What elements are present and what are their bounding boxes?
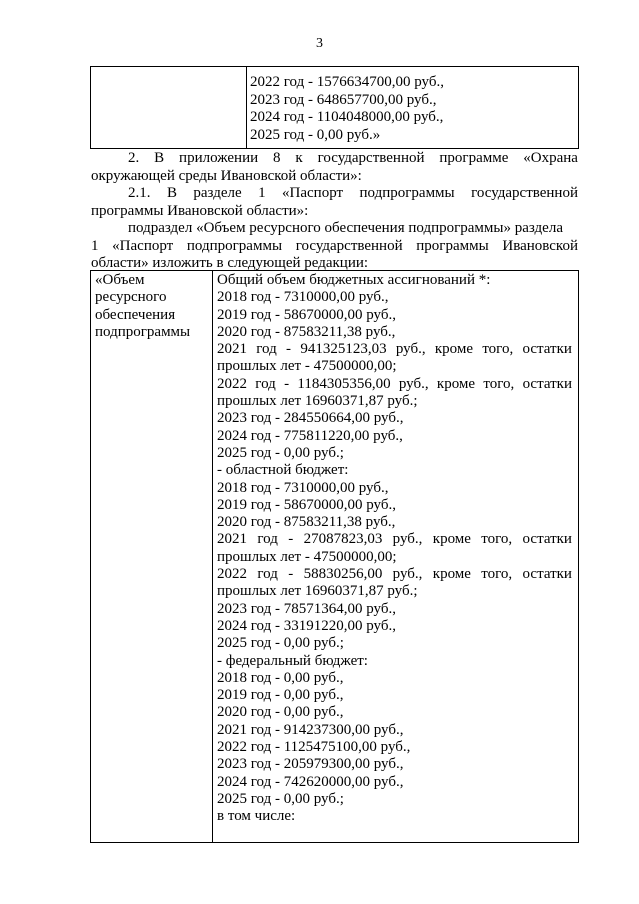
- word: остатки: [522, 566, 572, 583]
- table-divider: [212, 271, 213, 842]
- funding-line-2024: 2024 год - 1104048000,00 руб.,: [250, 109, 444, 125]
- page-number: 3: [316, 36, 323, 51]
- total-2023: 2023 год - 284550664,00 руб.,: [217, 410, 404, 427]
- funding-line-2025: 2025 год - 0,00 руб.»: [250, 126, 381, 143]
- word: «Паспорт: [282, 185, 344, 201]
- paragraph-2-1-line-1: [91, 185, 578, 203]
- regional-2020: 2020 год - 87583211,38 руб.,: [217, 514, 396, 531]
- word: остатки: [522, 375, 572, 392]
- regional-2019: 2019 год - 58670000,00 руб.,: [217, 496, 396, 513]
- total-2021-continued: прошлых лет - 47500000,00;: [217, 358, 397, 375]
- funding-line-2022: 2022 год - 1576634700,00 руб.,: [250, 74, 444, 90]
- word: подпрограммы: [359, 185, 455, 201]
- word: программе: [439, 150, 509, 166]
- word: к: [295, 150, 303, 166]
- word: -: [288, 531, 294, 548]
- total-2021: [217, 341, 572, 358]
- label-line: ресурсного: [95, 289, 167, 306]
- word: руб.,: [392, 531, 423, 548]
- word: подпрограммы: [186, 237, 283, 254]
- paragraph-2: [91, 150, 578, 185]
- word: 8: [273, 150, 281, 166]
- top-table: [90, 66, 579, 149]
- word: «Охрана: [523, 150, 578, 166]
- word: того,: [483, 375, 515, 392]
- word: кроме: [434, 341, 474, 358]
- regional-2023: 2023 год - 78571364,00 руб.,: [217, 600, 396, 617]
- total-2025: 2025 год - 0,00 руб.;: [217, 444, 344, 461]
- federal-2021: 2021 год - 914237300,00 руб.,: [217, 721, 404, 738]
- total-2018: 2018 год - 7310000,00 руб.,: [217, 289, 389, 306]
- label-line: подпрограммы: [95, 323, 191, 340]
- total-header: Общий объем бюджетных ассигнований *:: [217, 272, 491, 288]
- word: Ивановской: [502, 237, 578, 254]
- word: В: [166, 185, 177, 201]
- word: остатки: [522, 341, 572, 358]
- regional-2018: 2018 год - 7310000,00 руб.,: [217, 479, 389, 496]
- word: 2.1.: [128, 185, 151, 201]
- word: остатки: [522, 531, 572, 548]
- word: год: [257, 531, 278, 548]
- word: кроме: [432, 531, 471, 548]
- funding-line-2023: 2023 год - 648657700,00 руб.,: [250, 91, 437, 108]
- federal-2018: 2018 год - 0,00 руб.,: [217, 669, 344, 686]
- total-2022-continued: прошлых лет 16960371,87 руб.;: [217, 393, 418, 410]
- paragraph-2-1-line-2: программы Ивановской области»:: [91, 202, 309, 219]
- word: программы: [416, 237, 489, 254]
- total-2020: 2020 год - 87583211,38 руб.,: [217, 323, 396, 340]
- word: того,: [481, 531, 513, 548]
- paragraph-3: [91, 220, 578, 273]
- word: 2022: [217, 375, 247, 392]
- word: -: [284, 375, 290, 392]
- paragraph-3-line-2: [91, 238, 578, 256]
- word: -: [288, 566, 294, 583]
- regional-2021-continued: прошлых лет - 47500000,00;: [217, 548, 397, 565]
- word: того,: [481, 566, 513, 583]
- total-2022: [217, 376, 572, 393]
- resource-table: [90, 270, 579, 843]
- table-divider: [246, 67, 247, 148]
- total-2019: 2019 год - 58670000,00 руб.,: [217, 306, 396, 323]
- paragraph-3-line-3: области» изложить в следующей редакции:: [91, 255, 369, 271]
- word: год: [256, 341, 277, 358]
- word: -: [286, 341, 292, 358]
- regional-2022-continued: прошлых лет 16960371,87 руб.;: [217, 583, 418, 600]
- federal-2023: 2023 год - 205979300,00 руб.,: [217, 756, 404, 773]
- federal-2025: 2025 год - 0,00 руб.;: [217, 790, 344, 807]
- federal-2024: 2024 год - 742620000,00 руб.,: [217, 773, 404, 790]
- word: год: [257, 566, 278, 583]
- word: 58830256,00: [303, 566, 383, 583]
- word: приложении: [179, 150, 259, 166]
- word: В: [154, 150, 165, 166]
- word: руб.,: [398, 375, 429, 392]
- word: 27087823,03: [303, 531, 383, 548]
- word: 1: [258, 185, 266, 201]
- resource-values-cell: [217, 272, 572, 826]
- label-line: обеспечения: [95, 306, 176, 323]
- word: 1: [91, 237, 99, 254]
- regional-2025: 2025 год - 0,00 руб.;: [217, 635, 344, 652]
- regional-2022: [217, 566, 572, 583]
- word: того,: [482, 341, 514, 358]
- federal-2019: 2019 год - 0,00 руб.,: [217, 687, 344, 704]
- including-label: в том числе:: [217, 808, 296, 825]
- word: руб.,: [392, 566, 423, 583]
- word: кроме: [436, 375, 476, 392]
- word: кроме: [432, 566, 471, 583]
- federal-budget-header: - федеральный бюджет:: [217, 652, 368, 669]
- paragraph-3-line-1: подраздел «Объем ресурсного обеспечения подпрограммы» раздела: [128, 220, 563, 236]
- paragraph-2-1: [91, 185, 578, 220]
- label-line: «Объем: [95, 272, 145, 288]
- word: 2022: [217, 566, 247, 583]
- total-2024: 2024 год - 775811220,00 руб.,: [217, 427, 403, 444]
- regional-2024: 2024 год - 33191220,00 руб.,: [217, 617, 396, 634]
- federal-2020: 2020 год - 0,00 руб.,: [217, 704, 344, 721]
- word: руб.,: [395, 341, 426, 358]
- regional-2021: [217, 531, 572, 548]
- amendment-text: [91, 150, 578, 273]
- word: год: [255, 375, 276, 392]
- paragraph-2-line-2: окружающей среды Ивановской области»:: [91, 167, 362, 184]
- word: 941325123,03: [300, 341, 387, 358]
- resource-label-cell: [95, 272, 210, 341]
- word: разделе: [193, 185, 242, 201]
- word: «Паспорт: [112, 237, 174, 254]
- word: государственной: [317, 150, 425, 166]
- word: государственной: [471, 185, 578, 201]
- word: государственной: [295, 237, 403, 254]
- word: 2021: [217, 341, 247, 358]
- top-table-cell: [250, 74, 574, 144]
- word: 2021: [217, 531, 247, 548]
- word: 2.: [128, 150, 140, 166]
- paragraph-2-line-1: [91, 150, 578, 168]
- word: 1184305356,00: [297, 375, 391, 392]
- regional-budget-header: - областной бюджет:: [217, 462, 349, 479]
- federal-2022: 2022 год - 1125475100,00 руб.,: [217, 739, 411, 756]
